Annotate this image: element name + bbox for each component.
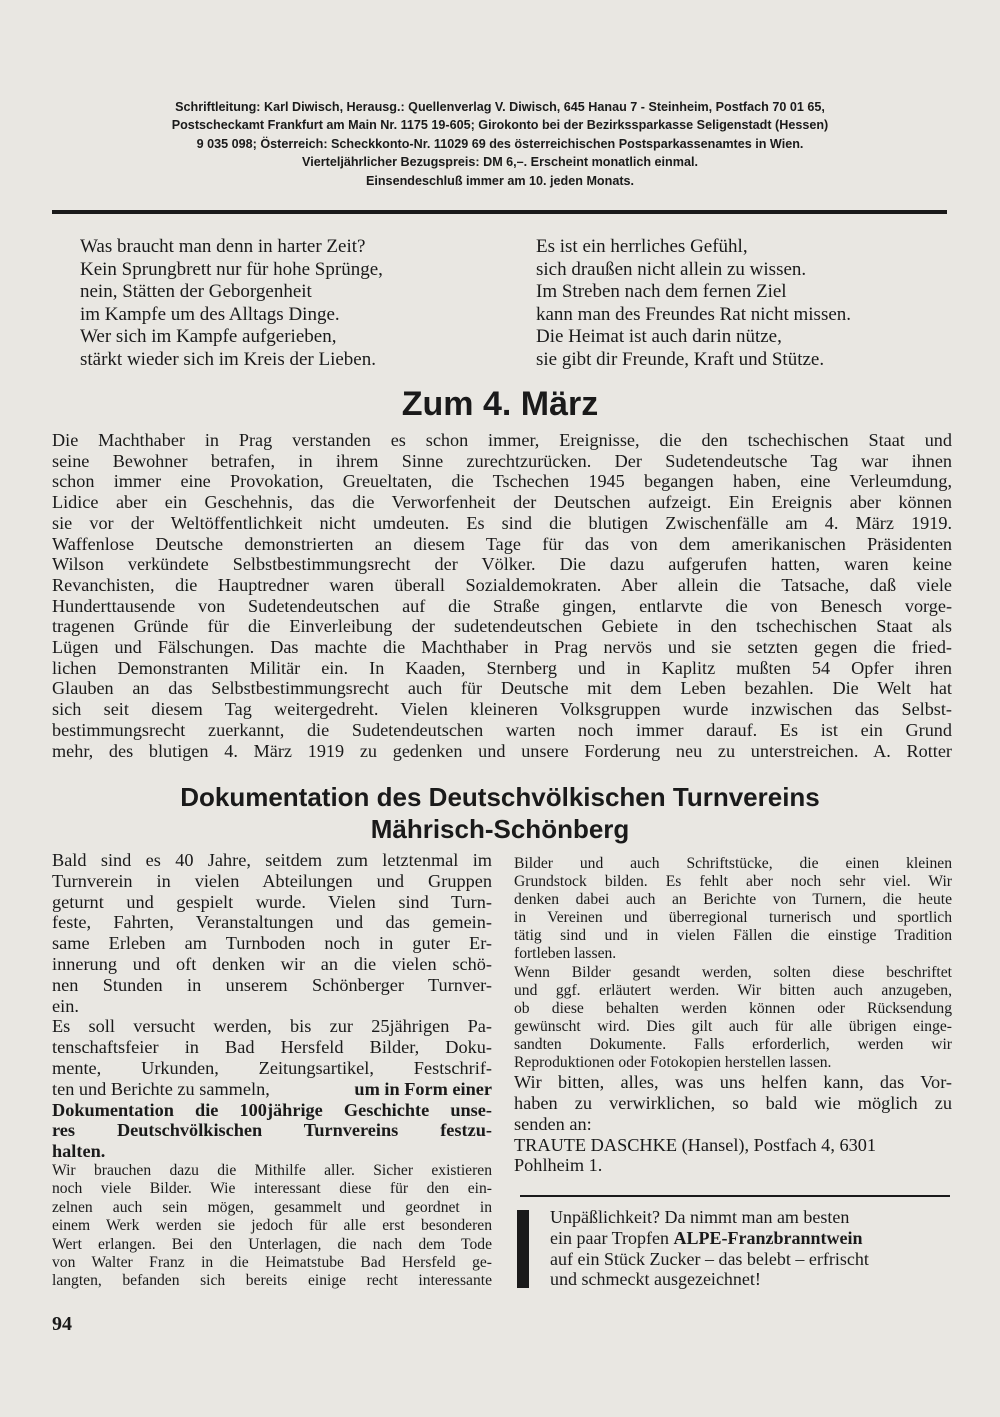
- column-line: und ggf. erläutert werden. Wir bitten auch anzugeben,: [514, 981, 952, 999]
- poem-line: stärkt wieder sich im Kreis der Lieben.: [80, 348, 376, 370]
- article-line: lichen Demonstranten Militär ein. In Kaaden, Sternberg und in Kaplitz mußten 54 Opfer ihren: [52, 657, 952, 678]
- poem-line: Was braucht man denn in harter Zeit?: [80, 236, 366, 257]
- article-line: Hunderttausende von Sudetendeutschen auf die Straße gingen, entlarvte die von Benesch vorge-: [52, 595, 952, 616]
- poem-left-stanza: [80, 236, 383, 371]
- ad-marker-bar: [517, 1210, 529, 1288]
- article-line: Glauben an das Selbstbestimmungsrecht auch für Deutsche mit dem Leben bezahlen. Die Welt hat: [52, 678, 952, 699]
- column-line-bold-tail: um in Form einer: [354, 1078, 492, 1099]
- poem-line: kann man des Freundes Rat nicht missen.: [536, 303, 852, 325]
- column-line: Wir brauchen dazu die Mithilfe aller. Sicher existieren: [52, 1161, 492, 1179]
- poem-line: sich draußen nicht allein zu wissen.: [536, 258, 807, 280]
- article-line: tragenen Gründe für die Einverleibung der sudetendeutschen Gebiete in den tschechischen Staat als: [52, 616, 952, 637]
- column-line: ob diese behalten werden können oder Rücksendung: [514, 999, 952, 1017]
- article-line: mehr, des blutigen 4. März 1919 zu gedenken und unsere Forderung neu zu unterstreichen. A. Rotter: [52, 740, 952, 761]
- contact-address: Pohlheim 1.: [514, 1155, 603, 1176]
- masthead-line: Schriftleitung: Karl Diwisch, Herausg.: Quellenverlag V. Diwisch, 645 Hanau 7 - Steinheim, Postfach 70 01 65,: [175, 100, 825, 114]
- column-line-start: ten und Berichte zu sammeln,: [52, 1078, 270, 1099]
- column-line: nen Stunden in unserem Schönberger Turnver-: [52, 974, 492, 995]
- column-line: in Vereinen und überregional turnerisch und sportlich: [514, 909, 952, 927]
- poem-line: nein, Stätten der Geborgenheit: [80, 281, 312, 302]
- article-body-zum-4-maerz: [52, 430, 952, 761]
- column-line-bold: res Deutschvölkischen Turnvereins festzu-: [52, 1120, 492, 1141]
- article-line: schon immer eine Provokation, Greueltaten, die Tschechen 1945 begangen haben, eine Verleumdung,: [52, 471, 952, 492]
- poem-line: Es ist ein herrliches Gefühl,: [536, 236, 748, 257]
- header-divider: [52, 210, 947, 214]
- column-line: von Walter Franz in die Heimatstube Bad Hersfeld ge-: [52, 1253, 492, 1271]
- ad-line: und schmeckt ausgezeichnet!: [550, 1269, 761, 1290]
- column-line: ein.: [52, 995, 79, 1016]
- column-line: fortleben lassen.: [514, 945, 617, 963]
- poem-line: Kein Sprungbrett nur für hohe Sprünge,: [80, 258, 383, 280]
- masthead-line: Einsendeschluß immer am 10. jeden Monats.: [365, 173, 635, 188]
- column-line: Es soll versucht werden, bis zur 25jährigen Pa-: [52, 1016, 492, 1037]
- title-line: Dokumentation des Deutschvölkischen Turnvereins: [180, 782, 820, 812]
- poem-right-stanza: [536, 236, 851, 371]
- title-line: Mährisch-Schönberg: [370, 814, 630, 844]
- column-line: same Erleben am Turnboden noch in guter Er-: [52, 933, 492, 954]
- article-line: seine Bewohner betrafen, in ihrem Sinne zurechtzurücken. Der Sudetendeutsche Tag war ihnen: [52, 450, 952, 471]
- column-line: Turnverein in vielen Abteilungen und Gruppen: [52, 870, 492, 891]
- column-line: noch viele Bilder. Wie interessant diese für den ein-: [52, 1180, 492, 1198]
- masthead: [40, 98, 960, 190]
- column-line: senden an:: [514, 1113, 592, 1134]
- article-title-dokumentation: [0, 781, 1000, 845]
- masthead-line: 9 035 098; Österreich: Scheckkonto-Nr. 11029 69 des österreichischen Postsparkassenamtes in Wien.: [196, 136, 804, 151]
- column-line: tätig sind und in vielen Fällen die einstige Tradition: [514, 927, 952, 945]
- article-line: Wilson verkündete Selbstbestimmungsrecht der Völker. Die dazu aufgerufen hatten, waren keine: [52, 554, 952, 575]
- article2-right-column: [514, 855, 952, 1176]
- article-line: Lügen und Fälschungen. Das machte die Machthaber in Prag nervös und sie setzten gegen die fried-: [52, 637, 952, 658]
- article-line: Die Machthaber in Prag verstanden es schon immer, Ereignisse, die den tschechischen Staat und: [52, 430, 952, 450]
- column-line: [52, 1079, 492, 1100]
- column-line: gewünscht wird. Dies gilt auch für alle übrigen einge-: [514, 1017, 952, 1035]
- article-line: sich seit diesem Tag weitergedreht. Vielen kleineren Volksgruppen wurde inzwischen das Selbst-: [52, 699, 952, 720]
- poem-line: im Kampfe um des Alltags Dinge.: [80, 303, 340, 325]
- column-line: Bald sind es 40 Jahre, seitdem zum letztenmal im: [52, 850, 492, 870]
- article-line: Revanchisten, die Hauptredner waren überall Sozialdemokraten. Aber allein die Tatsache, daß viele: [52, 574, 952, 595]
- column-line: mente, Urkunden, Zeitungsartikel, Festschrif-: [52, 1057, 492, 1078]
- column-line: Grundstock bilden. Es fehlt aber noch sehr viel. Wir: [514, 873, 952, 891]
- poem-line: Wer sich im Kampfe aufgerieben,: [80, 326, 337, 347]
- column-line: Bilder und auch Schriftstücke, die einen kleinen: [514, 855, 952, 872]
- article-line: sie vor der Weltöffentlichkeit nicht umdeuten. Es sind die blutigen Zwischenfälle am 4. März 1919.: [52, 512, 952, 533]
- ad-line: auf ein Stück Zucker – das belebt – erfrischt: [550, 1248, 869, 1269]
- column-line: sandten Dokumente. Falls erforderlich, werden wir: [514, 1035, 952, 1053]
- ad-line: [550, 1228, 952, 1249]
- column-line: langten, befanden sich bereits einige recht interessante: [52, 1272, 492, 1290]
- column-line: haben zu verwirklichen, so bald wie möglich zu: [514, 1092, 952, 1113]
- article-line: bestimmungsrecht zuerkannt, die Sudetendeutschen warten noch immer darauf. Es ist ein Grund: [52, 719, 952, 740]
- contact-address: TRAUTE DASCHKE (Hansel), Postfach 4, 6301: [514, 1134, 877, 1155]
- column-line: tenschaftsfeier in Bad Hersfeld Bilder, Doku-: [52, 1037, 492, 1058]
- poem-line: Die Heimat ist auch darin nütze,: [536, 326, 782, 347]
- poem-line: Im Streben nach dem fernen Ziel: [536, 281, 787, 302]
- column-line: Wir bitten, alles, was uns helfen kann, das Vor-: [514, 1072, 952, 1093]
- column-line: Wert erlangen. Bei den Unterlagen, die nach dem Tode: [52, 1235, 492, 1253]
- ad-line: Unpäßlichkeit? Da nimmt man am besten: [550, 1207, 850, 1227]
- column-line-bold: Dokumentation die 100jährige Geschichte unse-: [52, 1099, 492, 1120]
- column-line: Reproduktionen oder Fotokopien herstellen lassen.: [514, 1054, 832, 1072]
- column-line: feste, Fahrten, Veranstaltungen und das gemein-: [52, 912, 492, 933]
- ad-divider: [520, 1195, 950, 1197]
- article-title-zum-4-maerz: Zum 4. März: [401, 385, 599, 423]
- masthead-line: Vierteljährlicher Bezugspreis: DM 6,–. Erscheint monatlich einmal.: [302, 155, 698, 170]
- masthead-line: Postscheckamt Frankfurt am Main Nr. 1175 19-605; Girokonto bei der Bezirkssparkasse Seligenstadt (Hessen): [171, 118, 829, 133]
- article-line: Lidice aber ein Geschehnis, das die Verworfenheit der Deutschen aufzeigt. Ein Ereignis aber können: [52, 492, 952, 513]
- column-line: zelnen auch sein mögen, gesammelt und geordnet in: [52, 1198, 492, 1216]
- column-line: geturnt und gespielt wurde. Vielen sind Turn-: [52, 891, 492, 912]
- column-line: einem Werk werden sie jedoch für alle erst besonderen: [52, 1217, 492, 1235]
- ad-product-name: ALPE-Franzbranntwein: [673, 1227, 863, 1248]
- page-number: 94: [52, 1313, 72, 1335]
- ad-text: ein paar Tropfen: [550, 1227, 674, 1248]
- column-line-bold: halten.: [52, 1141, 106, 1162]
- column-line: denken dabei auch an Berichte von Turnern, die heute: [514, 891, 952, 909]
- column-line: Wenn Bilder gesandt werden, solten diese beschriftet: [514, 963, 952, 981]
- article2-left-column: [52, 850, 492, 1291]
- article-line: Waffenlose Deutsche demonstrierten an diesem Tage für das von dem amerikanischen Präsidenten: [52, 533, 952, 554]
- column-line: innerung und oft denken wir an die vielen schö-: [52, 953, 492, 974]
- poem-line: sie gibt dir Freunde, Kraft und Stütze.: [536, 348, 825, 370]
- advertisement-franzbranntwein: [550, 1207, 952, 1290]
